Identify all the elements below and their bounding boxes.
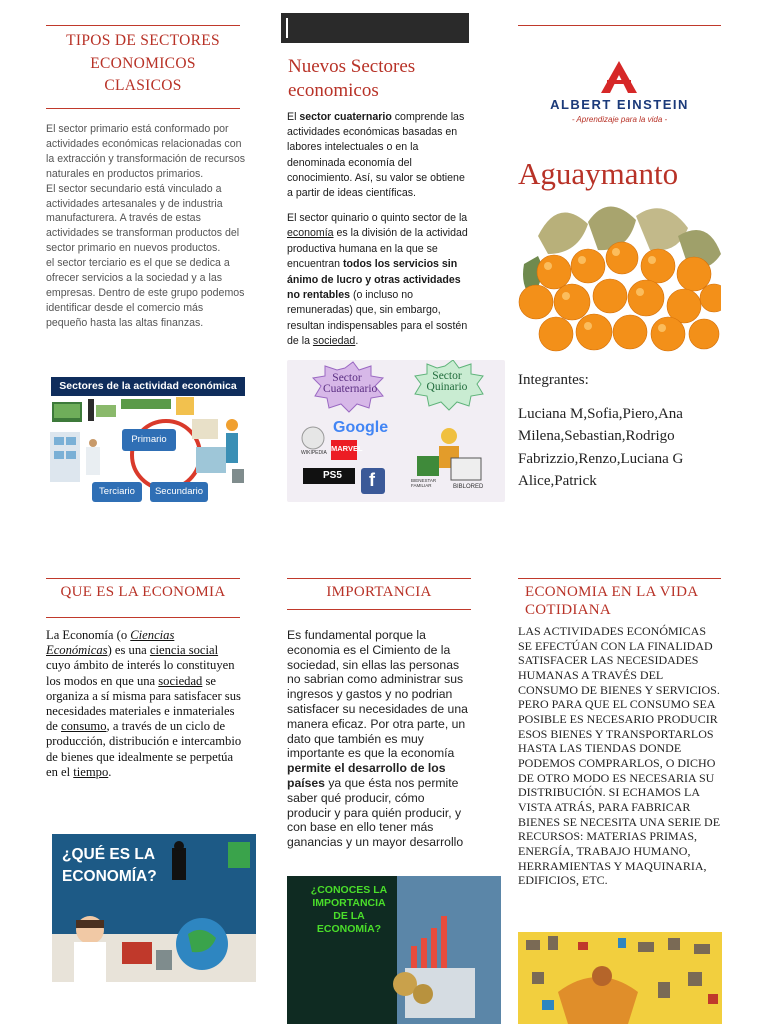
bienestar-logo: BIENESTAR FAMILIAR	[411, 478, 437, 488]
aguaymanto-image	[518, 194, 721, 354]
heading-rule-top	[287, 578, 471, 579]
google-logo: Google	[333, 419, 389, 436]
heading-line: CLASICOS	[104, 77, 182, 94]
wikipedia-logo: WIKIPEDIA	[301, 450, 327, 456]
primario-label: Primario	[122, 429, 176, 451]
integrantes-label: Integrantes:	[518, 372, 589, 388]
section-heading-que-es: QUE ES LA ECONOMIA	[60, 584, 226, 600]
secundario-label: Secundario	[150, 482, 208, 502]
ps5-logo: PS5	[323, 470, 342, 481]
quinario-text: El sector quinario o quinto sector de la economía es la división de la actividad productiva humana en la que se encuentran todos los servicios sin ánimo de lucro y otras actividades no rentables (o incluso no remuneradas) que, sin embargo, resultan indispensables para el sostén de la sociedad.	[287, 212, 468, 348]
aguaymanto-fruits	[518, 194, 721, 354]
paragraph-terciario: el sector terciario es el que se dedica a ofrecer servicios a la sociedad y a las empresas. Dentro de este grupo podemos identificar desde el comercio más pequeño hasta las altas finanzas.	[46, 257, 245, 329]
vida-cotidiana-image	[518, 932, 722, 1024]
cuaternario-term: sector cuaternario	[299, 111, 392, 123]
paragraph-secundario: El sector secundario está vinculado a actividades artesanales y de industria manufacturera. A través de estas actividades se transforman productos del sector primario en nuevos productos.	[46, 182, 240, 255]
biblored-logo: BIBLORED	[453, 484, 484, 490]
que-es-economia-caption: ¿QUÉ ES LA ECONOMÍA?	[62, 846, 157, 885]
section-heading-nuevos: Nuevos Sectores economicos	[288, 56, 416, 101]
fruit-title: Aguaymanto	[518, 156, 679, 191]
section-heading-vida-cotidiana: ECONOMIA EN LA VIDA COTIDIANA	[525, 584, 698, 618]
sectores-text	[46, 122, 246, 331]
einstein-a-icon	[518, 55, 721, 97]
que-es-economia-image	[52, 834, 256, 982]
heading-rule-top	[46, 578, 240, 579]
text-cursor-icon	[286, 18, 288, 38]
consumo-collage	[518, 932, 722, 1024]
importancia-emphasis: permite el desarrollo de los países	[287, 761, 446, 790]
text-input-bar	[281, 13, 469, 43]
vida-cotidiana-text: LAS ACTIVIDADES ECONÓMICAS SE EFECTÚAN CON LA FINALIDAD SATISFACER LAS NECESIDADES HUMANAS A TRAVÉS DEL CONSUMO DE BIENES Y SERVICIOS. PERO PARA QUE EL CONSUMO SEA POSIBLE ES NECESARIO PRODUCIR ESOS BIENES Y TRANSPORTARLOS HASTA LAS TIENDAS DONDE PODEMOS COMPRARLOS, O DICHO DE OTRO MODO ES NECESARIA SU DISTRIBUCIÓN. SI ECHAMOS LA VISTA ATRÁS, PARA FABRICAR BIENES SE NECESITA UNA SERIE DE RECURSOS: MATERIAS PRIMAS, ENERGÍA, TRABAJO HUMANO, HERRAMIENTAS Y MAQUINARIA, EDIFICIOS, ETC.	[518, 624, 721, 888]
diagram-banner: Sectores de la actividad económica	[51, 377, 245, 396]
terciario-label: Terciario	[92, 482, 142, 502]
heading-rule-bottom	[46, 617, 240, 618]
marvel-logo: MARVEL	[331, 444, 363, 453]
heading-line: ECONOMICOS	[90, 54, 196, 72]
school-tagline: - Aprendizaje para la vida -	[571, 115, 668, 124]
consumo-link[interactable]: consumo	[61, 719, 107, 734]
cuaternario-text: El sector cuaternario comprende las actividades económicas basadas en labores intelectuales o en la denominada economía del conocimiento. Así, su valor se obtiene a partir de ideas científicas.	[287, 111, 465, 200]
heading-rule-top	[518, 25, 721, 26]
nuevos-sectores-image	[287, 360, 505, 502]
school-name: ALBERT EINSTEIN	[550, 97, 689, 112]
sociedad-link[interactable]: sociedad	[312, 335, 356, 348]
ciencias-economicas-link[interactable]: Ciencias Económicas	[46, 628, 175, 658]
sector-cuaternario-badge: Sector Cuaternario	[323, 372, 378, 395]
heading-rule-top	[518, 578, 721, 579]
importancia-text: Es fundamental porque la economia es el Cimiento de la sociedad, sin ellas las personas no sabrian como administrar sus ingresos y gastos y no podrian satisfacer su necesidades de una manera eficaz. Por otra parte, un dato que también es muy importante es que la economía permite el desarrollo de los países ya que ésta nos permite saber qué producir, cómo producir y para quién producir, y con base en ello tener más ganancias y un mayor desarrollo	[287, 628, 468, 850]
facebook-icon: f	[369, 470, 375, 490]
heading-line: TIPOS DE SECTORES	[66, 32, 220, 49]
section-heading-importancia: IMPORTANCIA	[326, 584, 432, 600]
starburst-shapes	[287, 360, 505, 502]
heading-rule-bottom	[46, 108, 240, 109]
economia-link[interactable]: economía	[287, 227, 334, 240]
ciencia-social-link[interactable]: ciencia social	[149, 643, 219, 658]
integrantes-list: Luciana M,Sofia,Piero,Ana Milena,Sebastian,Rodrigo Fabrizzio,Renzo,Luciana G Alice,Patrick	[518, 406, 684, 489]
tiempo-link[interactable]: tiempo	[73, 764, 109, 779]
sectores-diagram-image	[46, 377, 246, 505]
paragraph-primario: El sector primario está conformado por actividades económicas relacionadas con la extracción y transformación de recursos naturales en productos primarios.	[46, 123, 246, 180]
heading-rule-bottom	[287, 609, 471, 610]
heading-rule-top	[46, 25, 240, 26]
section-heading-tipos	[46, 30, 240, 98]
quinario-emphasis: todos los servicios sin ánimo de lucro y otras actividades no rentables	[287, 258, 461, 302]
importancia-caption: ¿CONOCES LA IMPORTANCIA DE LA ECONOMÍA?	[310, 884, 388, 935]
economia-definition: La Economía (o Ciencias Económicas) es una ciencia social cuyo ámbito de interés lo constituyen los modos en que una sociedad se organiza a sí misma para satisfacer sus necesidades materiales e inmateriales de consumo, a través de un ciclo de producción, distribución e intercambio de bienes que idealmente se perpetúa en el tiempo.	[46, 628, 242, 779]
sector-quinario-badge: Sector Quinario	[426, 370, 468, 393]
sociedad-link[interactable]: sociedad	[158, 673, 203, 688]
school-logo	[518, 55, 721, 130]
importancia-image	[287, 876, 501, 1024]
